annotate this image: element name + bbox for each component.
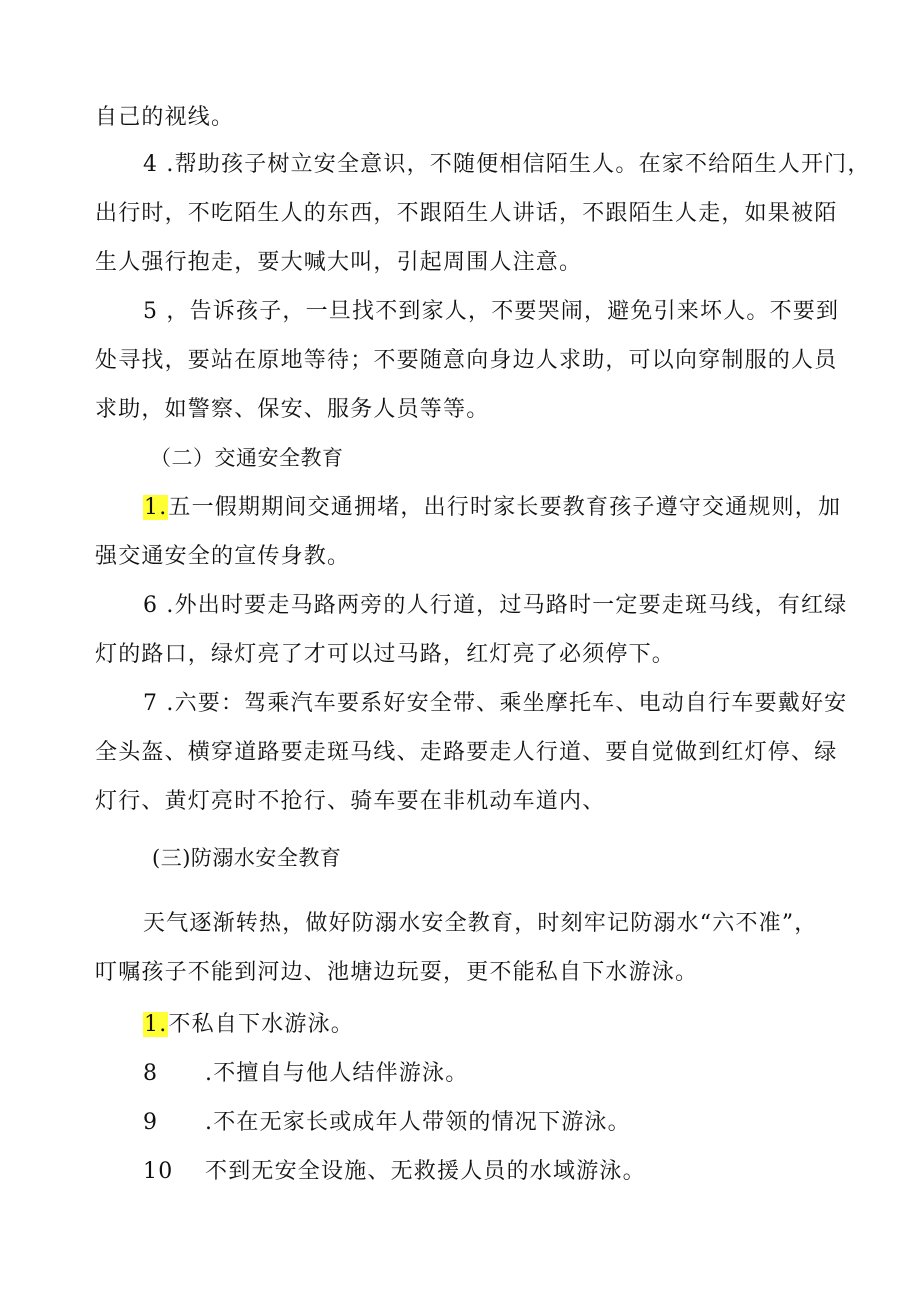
- paragraph-line: 出行时，不吃陌生人的东西，不跟陌生人讲话，不跟陌生人走，如果被陌: [95, 201, 838, 226]
- list-item-10: [143, 1157, 883, 1187]
- list-item-5: 5 ，告诉孩子，一旦找不到家人，不要哭闹，避免引来坏人。不要到: [143, 299, 840, 324]
- section-heading-drowning: (三)防溺水安全教育: [152, 846, 342, 870]
- paragraph-line: 灯行、黄灯亮时不抢行、骑车要在非机动车道内、: [95, 789, 606, 814]
- list-item-text: 不到无安全设施、无救援人员的水域游泳。: [205, 1159, 646, 1184]
- list-item-text: 不私自下水游泳。: [168, 1012, 354, 1037]
- highlighted-number: 1.: [144, 495, 168, 520]
- list-item-text: 五一假期期间交通拥堵，出行时家长要教育孩子遵守交通规则，加: [168, 495, 842, 520]
- list-item-text: .不在无家长或成年人带领的情况下游泳。: [205, 1110, 631, 1135]
- highlighted-number: 1.: [144, 1012, 168, 1037]
- list-number: 8: [143, 1061, 159, 1086]
- list-item-6: 6 .外出时要走马路两旁的人行道，过马路时一定要走斑马线，有红绿: [143, 593, 848, 618]
- list-item-8: [143, 1059, 883, 1089]
- paragraph-line: 生人强行抱走，要大喊大叫，引起周围人注意。: [95, 250, 583, 275]
- list-item-1-drowning: [143, 1010, 883, 1040]
- section-heading-traffic: （二）交通安全教育: [150, 446, 344, 470]
- paragraph-line: 自己的视线。: [95, 105, 235, 130]
- list-item-9: [143, 1108, 883, 1138]
- list-item-1-traffic: [143, 493, 883, 523]
- list-number: 9: [143, 1110, 159, 1135]
- paragraph-line: 全头盔、横穿道路要走斑马线、走路要走人行道、要自觉做到红灯停、绿: [95, 740, 838, 765]
- paragraph-line: 天气逐渐转热，做好防溺水安全教育，时刻牢记防溺水“六不准”，: [143, 911, 818, 936]
- list-number: 10: [143, 1159, 174, 1184]
- paragraph-line: 灯的路口，绿灯亮了才可以过马路，红灯亮了必须停下。: [95, 642, 676, 667]
- list-item-text: .不擅自与他人结伴游泳。: [205, 1061, 469, 1086]
- list-item-7: 7 .六要：驾乘汽车要系好安全带、乘坐摩托车、电动自行车要戴好安: [143, 691, 848, 716]
- paragraph-line: 叮嘱孩子不能到河边、池塘边玩耍，更不能私自下水游泳。: [95, 960, 699, 985]
- list-item-4: 4 .帮助孩子树立安全意识，不随便相信陌生人。在家不给陌生人开门，: [143, 152, 871, 177]
- paragraph-line: 处寻找，要站在原地等待；不要随意向身边人求助，可以向穿制服的人员: [95, 348, 838, 373]
- paragraph-line: 强交通安全的宣传身教。: [95, 544, 351, 569]
- paragraph-line: 求助，如警察、保安、服务人员等等。: [95, 397, 490, 422]
